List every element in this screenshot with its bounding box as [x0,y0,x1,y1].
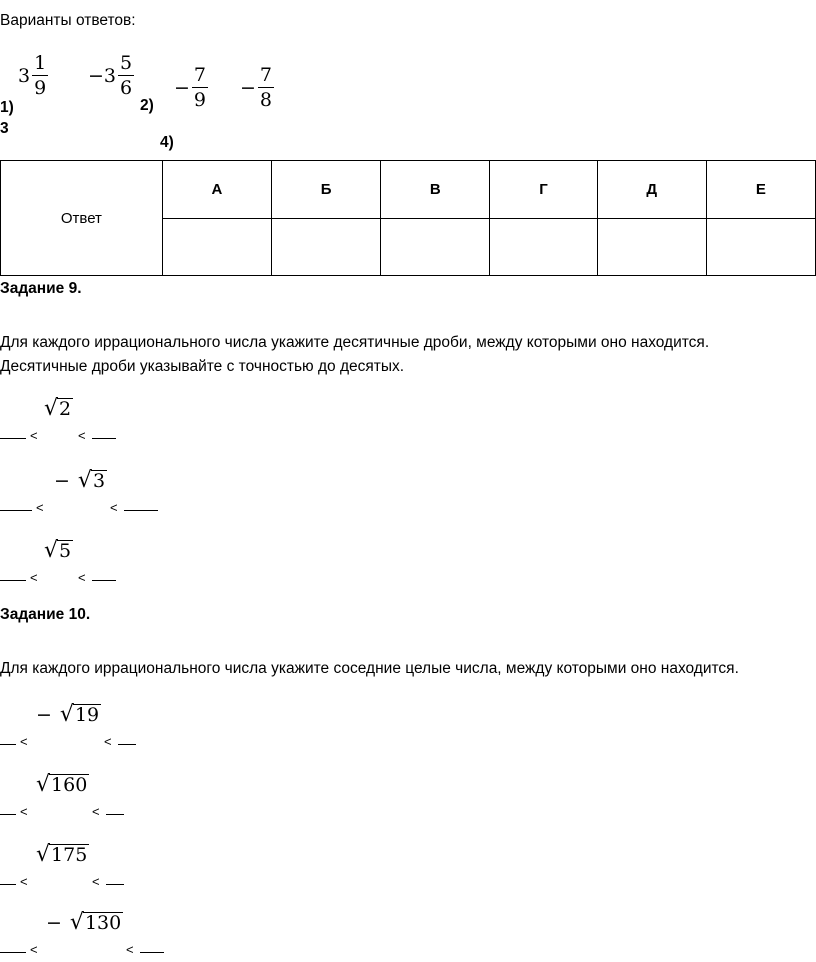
task10-item3-lt-left: < [20,874,28,889]
task10-item1-upper-blank[interactable] [118,730,136,745]
variants-title: Варианты ответов: [0,12,136,29]
task10-item2-lt-left: < [20,804,28,819]
task10-item1-lt-right: < [104,734,112,749]
task9-item1-expression: √ 2 [44,396,72,421]
task10-item2-lower-blank[interactable] [0,800,16,815]
task9-item2-lower-blank[interactable] [0,496,32,511]
answer-table [0,160,816,276]
task10-item4-lt-left: < [30,942,38,957]
task10-item1-lt-left: < [20,734,28,749]
task9-item1-lt-left: < [30,428,38,443]
task10-item4-upper-blank[interactable] [140,938,164,953]
answer-cell-d[interactable] [597,219,706,276]
task9-title: Задание 9. [0,280,82,297]
task9-item1-lt-right: < [78,428,86,443]
task9-text-line2: Десятичные дроби указывайте с точностью до десятых. [0,358,405,375]
column-header-a: А [162,161,271,219]
table-row-header: Ответ [1,161,163,276]
column-header-d: Д [597,161,706,219]
task9-item2-lt-left: < [36,500,44,515]
task9-item2-expression: − √ 3 [54,468,106,493]
answer-cell-e[interactable] [706,219,815,276]
variant-1-value: 3 $\frac{1}{9}$ [18,52,47,99]
task9-item2-upper-blank[interactable] [124,496,158,511]
task10-item3-lt-right: < [92,874,100,889]
answer-cell-b[interactable] [271,219,380,276]
answer-cell-g[interactable] [490,219,597,276]
variant-2-value: −3 $\frac{5}{6}$ [88,52,133,99]
task10-item1-expression: − √ 19 [36,702,100,727]
column-header-v: В [381,161,490,219]
task9-item2-lt-right: < [110,500,118,515]
column-header-b: Б [271,161,380,219]
task10-item4-lt-right: < [126,942,134,957]
answer-cell-a[interactable] [162,219,271,276]
task10-item2-expression: √ 160 [36,772,88,797]
column-header-g: Г [490,161,597,219]
answer-cell-v[interactable] [381,219,490,276]
task10-item2-upper-blank[interactable] [106,800,124,815]
variant-1-label: 1) [0,99,14,116]
task10-item2-lt-right: < [92,804,100,819]
task10-text-line1: Для каждого иррационального числа укажите соседние целые числа, между которыми оно находится. [0,660,739,677]
task10-title: Задание 10. [0,606,91,623]
variant-4-value: − $\frac{7}{8}$ [240,64,273,111]
task9-item3-lt-left: < [30,570,38,585]
task10-item3-upper-blank[interactable] [106,870,124,885]
task9-item3-lt-right: < [78,570,86,585]
task10-item4-lower-blank[interactable] [0,938,26,953]
variant-2-label: 2) [140,97,154,114]
task10-item3-expression: √ 175 [36,842,88,867]
task9-item3-upper-blank[interactable] [92,566,116,581]
variant-3-value: − $\frac{7}{9}$ [174,64,207,111]
task10-item3-lower-blank[interactable] [0,870,16,885]
variant-4-label: 4) [160,134,174,151]
task9-item1-lower-blank[interactable] [0,424,26,439]
task10-item1-lower-blank[interactable] [0,730,16,745]
task9-text-line1: Для каждого иррационального числа укажите десятичные дроби, между которыми оно находится. [0,334,710,351]
task9-item1-upper-blank[interactable] [92,424,116,439]
column-header-e: Е [706,161,815,219]
task9-item3-lower-blank[interactable] [0,566,26,581]
variant-3-label: 3 [0,120,9,137]
task9-item3-expression: √ 5 [44,538,72,563]
task10-item4-expression: − √ 130 [46,910,122,935]
